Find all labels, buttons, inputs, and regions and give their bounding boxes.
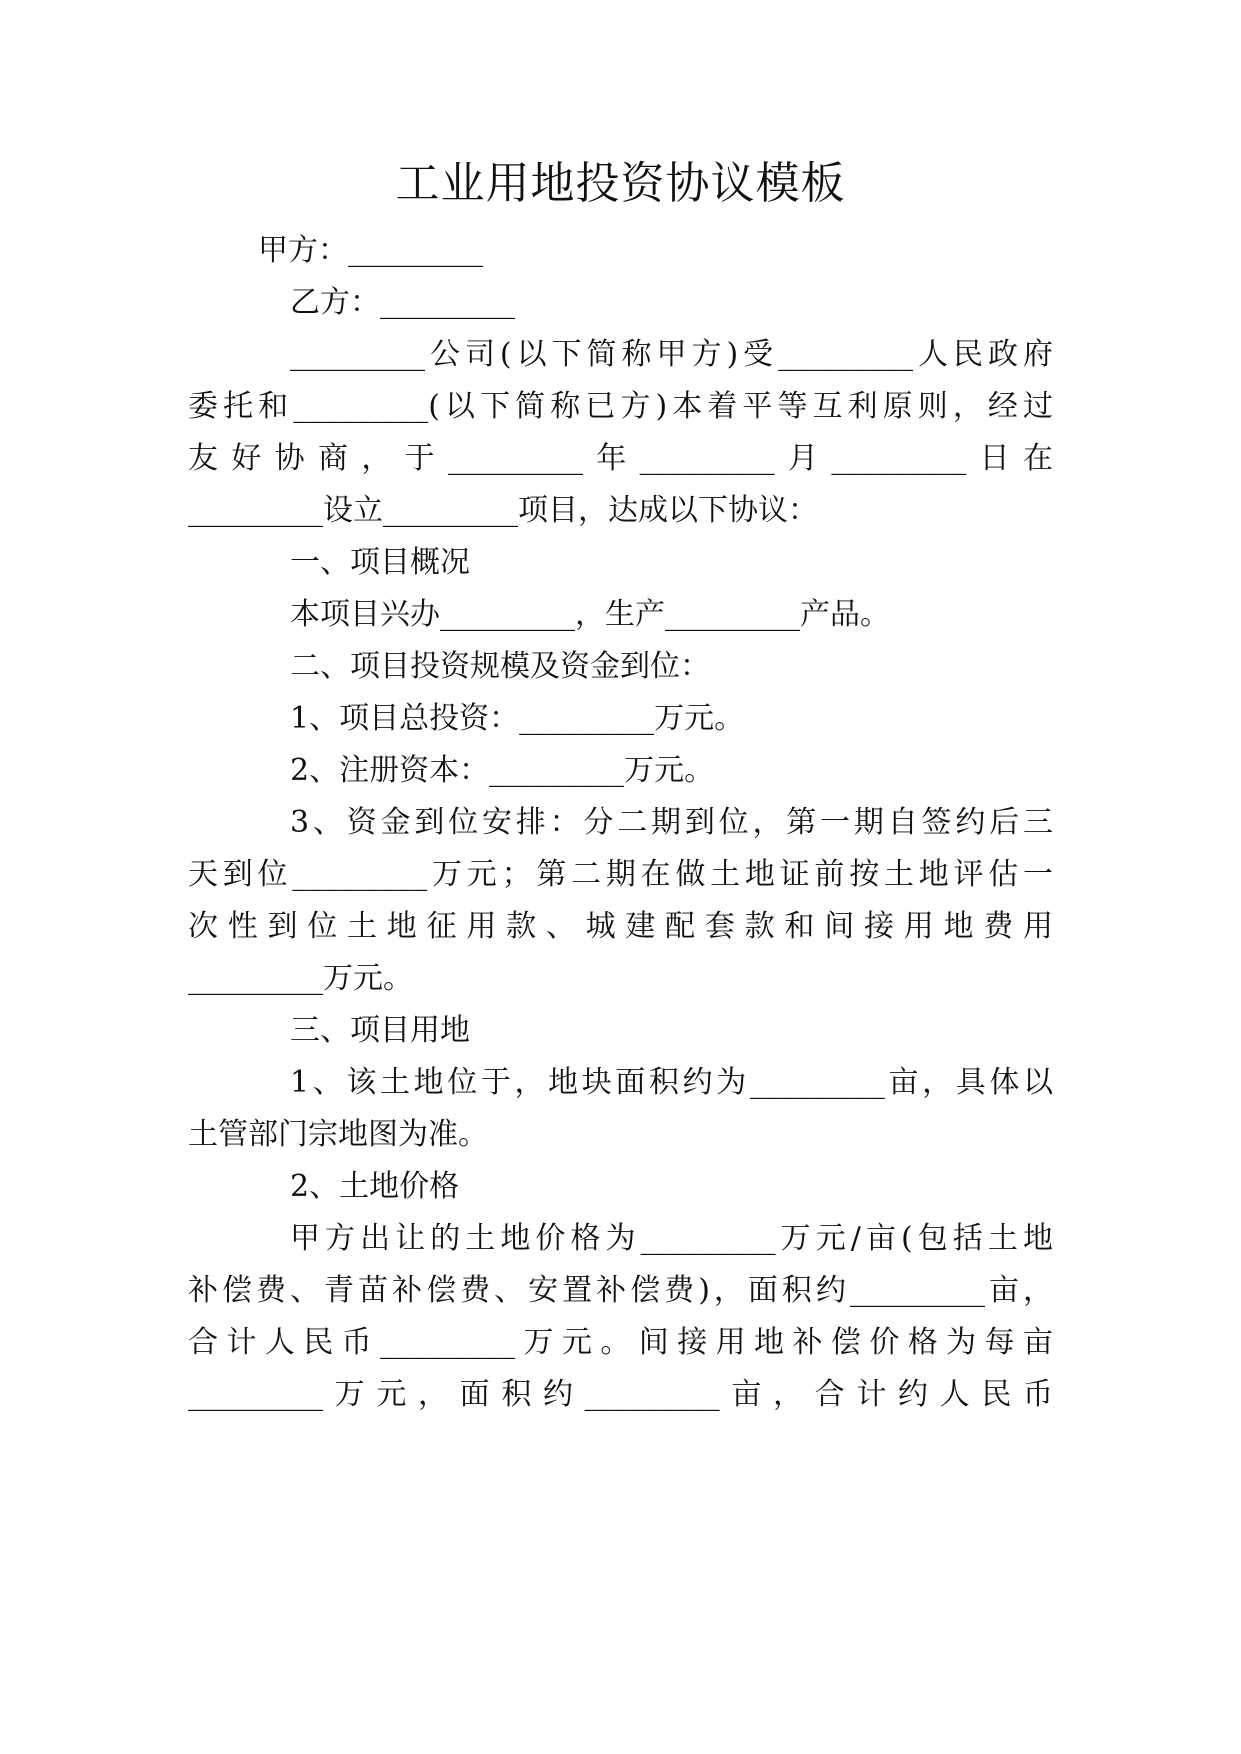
intro-line-3: 友好协商，于_________年_________月_________日在 — [188, 441, 1053, 476]
section-2-item-1: 1、项目总投资：_________万元。 — [290, 701, 745, 736]
section-heading-3: 三、项目用地 — [290, 1013, 470, 1048]
land-price-line-3: 合计人民币_________万元。间接用地补偿价格为每亩 — [188, 1325, 1053, 1360]
section-heading-2: 二、项目投资规模及资金到位： — [290, 649, 710, 684]
section-2-item-3-line-4: _________万元。 — [188, 961, 413, 996]
party-a-line: 甲方：_________ — [258, 233, 483, 268]
party-b-line: 乙方：_________ — [290, 285, 515, 320]
section-2-item-3-line-2: 天到位_________万元；第二期在做土地证前按土地评估一 — [188, 857, 1053, 892]
land-price-line-4: _________万元，面积约_________亩，合计约人民币 — [188, 1377, 1053, 1412]
section-2-item-3-line-3: 次性到位土地征用款、城建配套款和间接用地费用 — [188, 909, 1053, 944]
section-3-item-1-line-1: 1、该土地位于，地块面积约为_________亩，具体以 — [290, 1065, 1053, 1100]
land-price-line-1: 甲方出让的土地价格为_________万元/亩(包括土地 — [290, 1221, 1053, 1256]
intro-line-2: 委托和_________(以下简称已方)本着平等互利原则，经过 — [188, 389, 1053, 424]
land-price-line-2: 补偿费、青苗补偿费、安置补偿费)，面积约_________亩， — [188, 1273, 1053, 1308]
intro-line-1: _________公司(以下简称甲方)受_________人民政府 — [290, 337, 1053, 372]
document-title: 工业用地投资协议模板 — [395, 158, 846, 209]
intro-line-4: _________设立_________项目，达成以下协议： — [188, 493, 818, 528]
section-2-item-2: 2、注册资本：_________万元。 — [290, 753, 715, 788]
section-2-item-3-line-1: 3、资金到位安排：分二期到位，第一期自签约后三 — [290, 805, 1053, 840]
section-heading-1: 一、项目概况 — [290, 545, 470, 580]
section-3-item-1-line-2: 土管部门宗地图为准。 — [188, 1117, 488, 1152]
section-1-line-1: 本项目兴办_________，生产_________产品。 — [290, 597, 890, 632]
section-3-item-2: 2、土地价格 — [290, 1169, 460, 1204]
